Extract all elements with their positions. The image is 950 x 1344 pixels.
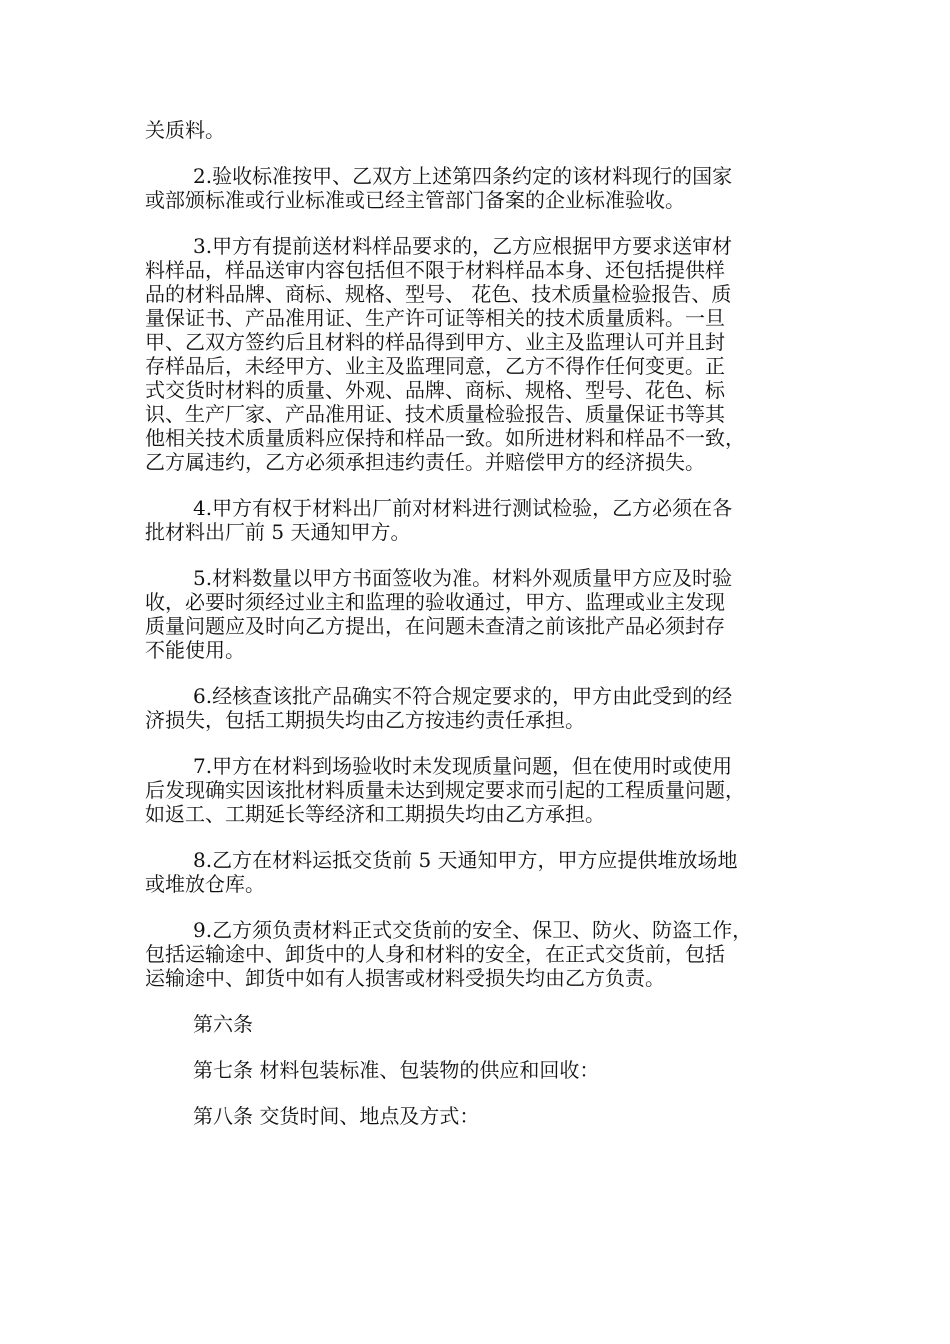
clause-7-latent-defects: 7.甲方在材料到场验收时未发现质量问题，但在使用时或使用 后发现确实因该批材料质量未达到规定要求而引起的工程质量问题， 如返工、工期延长等经济和工期损失均由乙方承担。 (145, 754, 745, 826)
clause-4-factory-testing: 4.甲方有权于材料出厂前对材料进行测试检验，乙方必须在各 批材料出厂前 5 天通知甲方。 (145, 496, 733, 544)
clause-3-sample-submission: 3.甲方有提前送材料样品要求的，乙方应根据甲方要求送审材 料样品，样品送审内容包括但不限于材料样品本身、还包括提供样 品的材料品牌、商标、规格、型号、 花色、技术质量检验报告、质 量保证书、产品准用证、生产许可证等相关的技术质量质料。一旦 甲、乙双方签约后且材料的样品得到甲方、业主及监理认可并且封 存样品后，未经甲方、业主及监理同意，乙方不得作任何变更。正 式交货时材料的质量、外观、品牌、商标、规格、型号、花色、标 识、生产厂家、产品准用证、技术质量检验报告、质量保证书等其 他相关技术质量质料应保持和样品一致。如所进材料和样品不一致， 乙方属违约，乙方必须承担违约责任。并赔偿甲方的经济损失。 (145, 234, 745, 474)
clause-2-acceptance-standard: 2.验收标准按甲、乙双方上述第四条约定的该材料现行的国家 或部颁标准或行业标准或已经主管部门备案的企业标准验收。 (145, 164, 733, 212)
clause-6-economic-loss: 6.经核查该批产品确实不符合规定要求的，甲方由此受到的经 济损失，包括工期损失均由乙方按违约责任承担。 (145, 684, 733, 732)
clause-9-safety-responsibility: 9.乙方须负责材料正式交货前的安全、保卫、防火、防盗工作， 包括运输途中、卸货中的人身和材料的安全，在正式交货前，包括 运输途中、卸货中如有人损害或材料受损失均由乙方负责。 (145, 918, 753, 990)
clause-8-delivery-notice: 8.乙方在材料运抵交货前 5 天通知甲方，甲方应提供堆放场地 或堆放仓库。 (145, 848, 738, 896)
clause-5-quantity-quality: 5.材料数量以甲方书面签收为准。材料外观质量甲方应及时验 收，必要时须经过业主和监理的验收通过，甲方、监理或业主发现 质量问题应及时向乙方提出，在问题未查清之前该批产品必须封存 不能使用。 (145, 566, 733, 662)
article-6-heading: 第六条 (193, 1012, 253, 1036)
article-7-heading: 第七条 材料包装标准、包装物的供应和回收： (193, 1058, 600, 1082)
document-page (145, 118, 807, 1150)
article-8-heading: 第八条 交货时间、地点及方式： (193, 1104, 480, 1128)
paragraph-continuation: 关质料。 (145, 118, 225, 142)
